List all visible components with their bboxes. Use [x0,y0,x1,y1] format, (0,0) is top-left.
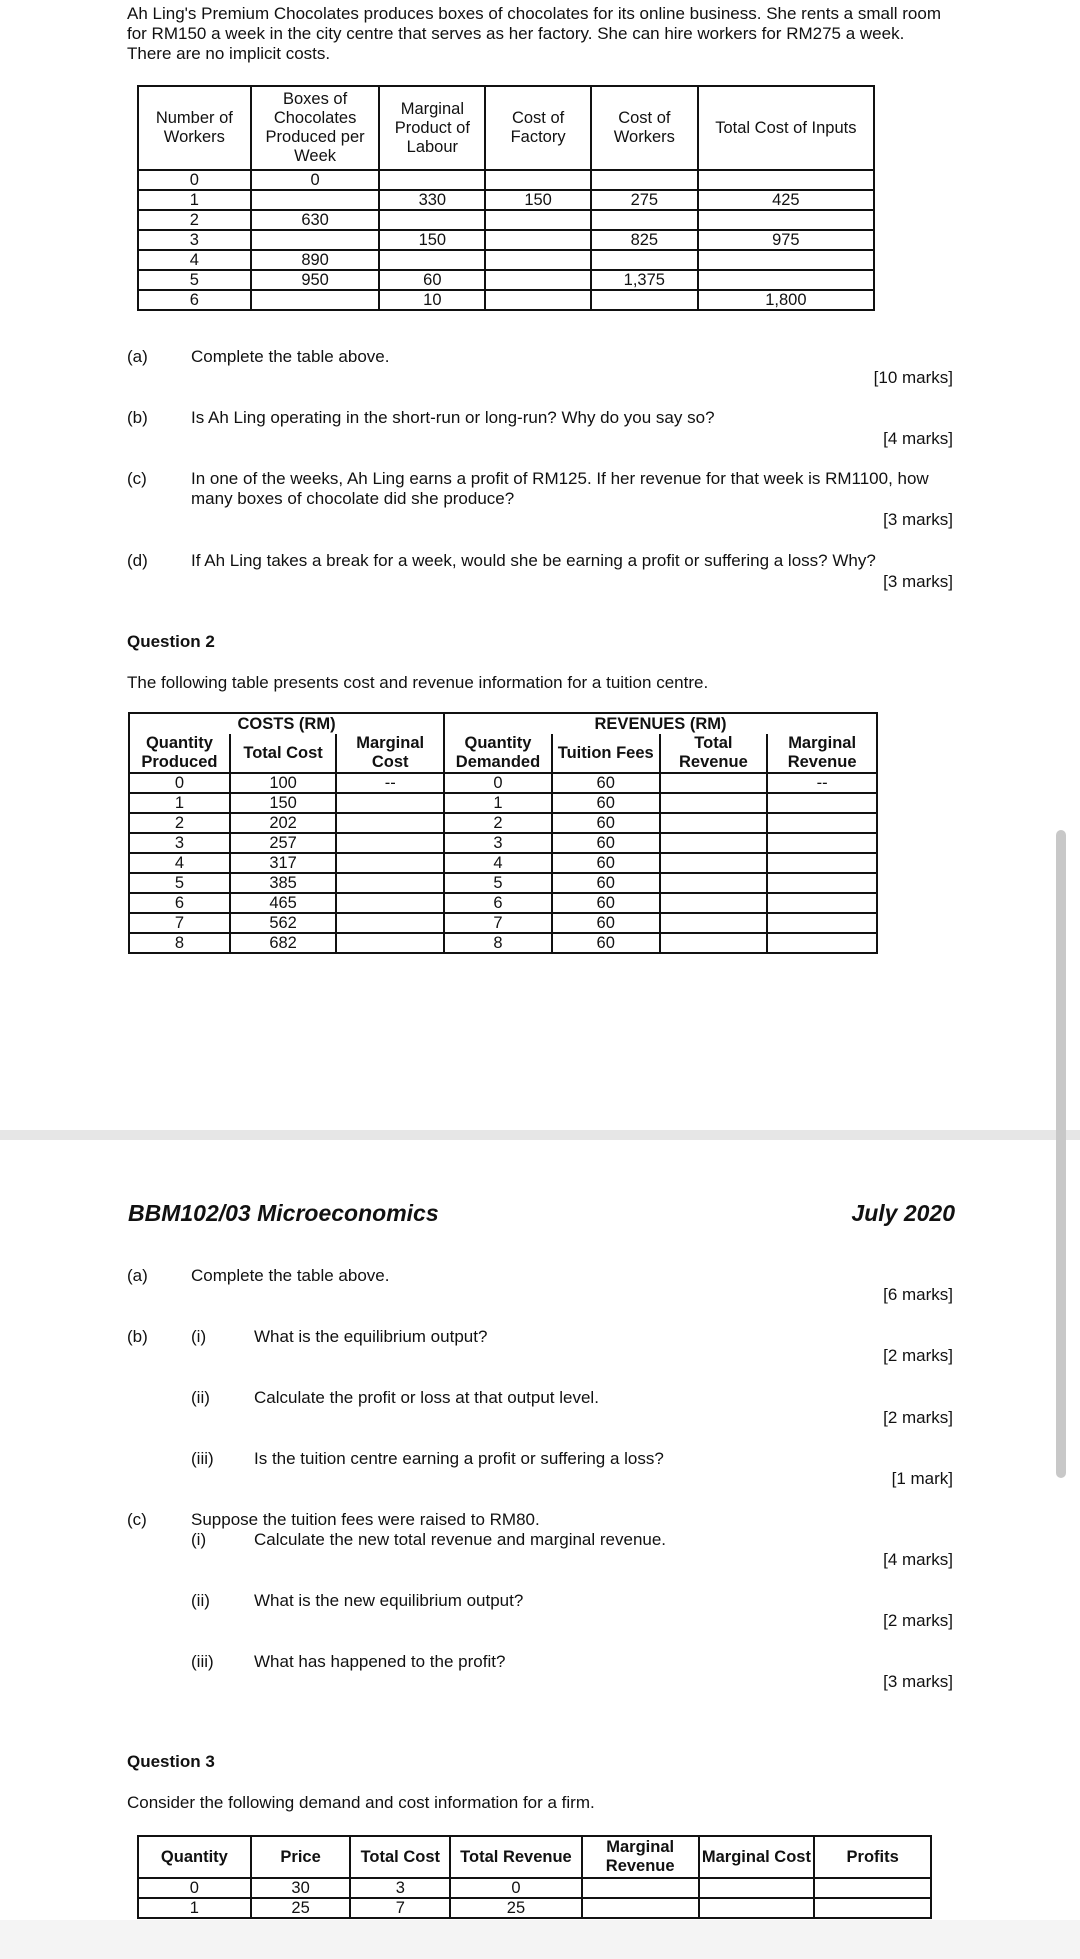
col-header: Total Revenue [450,1836,582,1878]
q2c-label: (c) [127,1510,147,1529]
q2b-label: (b) [127,1327,148,1346]
table-cell: 8 [129,933,230,953]
table-row [129,833,877,853]
table-cell: 60 [379,270,485,290]
table-cell [485,170,591,190]
table-row [138,270,874,290]
table-cell: 60 [552,833,660,853]
q1b-marks: [4 marks] [883,429,953,448]
table-cell: 6 [129,893,230,913]
q2a-label: (a) [127,1266,148,1285]
table-cell: 975 [698,230,874,250]
table-cell: 60 [552,893,660,913]
table-cell: 3 [129,833,230,853]
col-header: Quantity Demanded [444,734,552,773]
workers-table [137,85,875,311]
col-header: Total Cost [350,1836,450,1878]
q2b-i-text: What is the equilibrium output? [254,1327,488,1346]
table-cell [582,1898,699,1918]
table-cell: 60 [552,773,660,793]
table-row [138,230,874,250]
tuition-table-body [129,773,877,953]
table-row [129,793,877,813]
table-cell: 60 [552,873,660,893]
col-header: Cost of Workers [591,86,698,170]
q2b-i-marks: [2 marks] [883,1346,953,1365]
table-cell [767,853,877,873]
workers-table-body [138,170,874,310]
table-cell: 8 [444,933,552,953]
costs-group-header: COSTS (RM) [129,713,444,734]
table-cell: 257 [230,833,337,853]
table-cell [767,933,877,953]
table-cell [767,913,877,933]
table-cell [485,210,591,230]
table-cell: 6 [138,290,251,310]
question-2-intro: The following table presents cost and revenue information for a tuition centre. [127,673,709,692]
table-cell [379,250,485,270]
table-cell: 150 [485,190,591,210]
q2a-marks: [6 marks] [883,1285,953,1304]
col-header: Quantity [138,1836,251,1878]
table-cell [336,893,444,913]
table-cell: 275 [591,190,698,210]
table-row [138,190,874,210]
table-row [129,773,877,793]
table-cell: 317 [230,853,337,873]
col-header: Total Cost of Inputs [698,86,874,170]
table-cell [336,833,444,853]
q2c-i-marks: [4 marks] [883,1550,953,1569]
table-cell [485,270,591,290]
intro-paragraph: Ah Ling's Premium Chocolates produces boxes of chocolates for its online business. She rents a small room for RM150 a week in the city centre that serves as her factory. She can hire workers for RM275 a week. There are no implicit costs. [127,4,941,63]
table-cell [591,250,698,270]
table-cell: 3 [444,833,552,853]
table-cell: 60 [552,933,660,953]
table-cell: 0 [138,170,251,190]
table-row [138,1878,931,1898]
q2c-ii-marks: [2 marks] [883,1611,953,1630]
table-cell: 2 [129,813,230,833]
table-cell: 30 [251,1878,351,1898]
table-cell: 0 [450,1878,582,1898]
table-cell: 1 [129,793,230,813]
col-header: Marginal Cost [336,734,444,773]
table-cell [591,290,698,310]
q1a-marks: [10 marks] [873,368,953,387]
table-cell [767,833,877,853]
q2c-iii-num: (iii) [191,1652,214,1671]
viewport-bottom-edge [0,1920,1080,1959]
table-cell [660,793,768,813]
col-header: Marginal Product of Labour [379,86,485,170]
table-cell: 10 [379,290,485,310]
table-row [129,873,877,893]
q2c-ii-num: (ii) [191,1591,210,1610]
q1b-text: Is Ah Ling operating in the short-run or long-run? Why do you say so? [191,408,715,427]
table-cell: 425 [698,190,874,210]
table-cell [767,893,877,913]
table-cell [767,813,877,833]
table-cell: 150 [379,230,485,250]
q2a-text: Complete the table above. [191,1266,390,1285]
table-cell: 630 [251,210,380,230]
table-cell: 2 [138,210,251,230]
q1d-marks: [3 marks] [883,572,953,591]
q1b-label: (b) [127,408,148,427]
page-separator [0,1130,1080,1140]
table-cell [699,1878,815,1898]
table-cell: 1 [138,190,251,210]
q2b-ii-num: (ii) [191,1388,210,1407]
table-cell [660,833,768,853]
table-cell: 890 [251,250,380,270]
table-cell [660,933,768,953]
table-cell: 1 [444,793,552,813]
course-title: BBM102/03 Microeconomics [128,1200,439,1226]
table-cell: -- [336,773,444,793]
table-cell [660,813,768,833]
firm-table [137,1835,932,1919]
table-cell: 825 [591,230,698,250]
table-cell: 7 [444,913,552,933]
table-cell: 7 [350,1898,450,1918]
page-2 [0,1140,1080,1920]
table-cell: 682 [230,933,337,953]
table-cell: 3 [350,1878,450,1898]
col-header: Price [251,1836,351,1878]
table-cell: 1,800 [698,290,874,310]
table-row [129,933,877,953]
q2b-ii-text: Calculate the profit or loss at that output level. [254,1388,599,1407]
vertical-scrollbar[interactable] [1056,830,1066,1478]
table-row [138,210,874,230]
col-header: Boxes of Chocolates Produced per Week [251,86,380,170]
table-cell: 1,375 [591,270,698,290]
table-header-row [129,734,877,773]
table-cell: 0 [444,773,552,793]
col-header: Tuition Fees [552,734,660,773]
table-cell: 5 [129,873,230,893]
table-cell: 150 [230,793,337,813]
table-cell [336,853,444,873]
table-cell: 5 [444,873,552,893]
table-cell [336,813,444,833]
col-header: Marginal Cost [699,1836,815,1878]
q2b-ii-marks: [2 marks] [883,1408,953,1427]
q1c-text: In one of the weeks, Ah Ling earns a profit of RM125. If her revenue for that week is RM1100, how many boxes of chocolate did she produce? [191,469,929,508]
table-row [138,1898,931,1918]
q1c-label: (c) [127,469,147,488]
table-cell [660,893,768,913]
table-cell [591,210,698,230]
table-cell [814,1898,931,1918]
table-cell: 4 [444,853,552,873]
table-row [138,290,874,310]
col-header: Quantity Produced [129,734,230,773]
q2b-iii-marks: [1 mark] [891,1469,953,1488]
q1c-marks: [3 marks] [883,510,953,529]
table-cell: 100 [230,773,337,793]
q2c-i-text: Calculate the new total revenue and marginal revenue. [254,1530,667,1549]
table-cell [336,793,444,813]
table-cell: 465 [230,893,337,913]
col-header: Total Revenue [660,734,768,773]
table-cell [485,290,591,310]
q2c-iii-text: What has happened to the profit? [254,1652,506,1671]
table-cell: 3 [138,230,251,250]
table-cell: 1 [138,1898,251,1918]
table-row [129,853,877,873]
table-row [129,813,877,833]
table-group-row [129,713,877,734]
table-cell [251,290,380,310]
table-cell: 202 [230,813,337,833]
table-header-row [138,1836,931,1878]
question-3-intro: Consider the following demand and cost information for a firm. [127,1793,595,1812]
table-cell: 0 [129,773,230,793]
table-row [129,913,877,933]
table-cell [379,210,485,230]
table-cell [660,913,768,933]
q2c-i-num: (i) [191,1530,207,1549]
q1d-text: If Ah Ling takes a break for a week, would she be earning a profit or suffering a loss? Why? [191,551,876,570]
table-cell [767,873,877,893]
table-row [138,250,874,270]
table-cell: 0 [138,1878,251,1898]
table-cell [336,913,444,933]
question-3-heading: Question 3 [127,1752,215,1771]
table-cell: 4 [129,853,230,873]
table-header-row [138,86,874,170]
table-cell: 25 [450,1898,582,1918]
table-cell [767,793,877,813]
tuition-table [128,712,878,954]
table-cell [660,853,768,873]
table-cell [698,170,874,190]
table-cell [660,773,768,793]
table-cell: 60 [552,793,660,813]
q1d-label: (d) [127,551,148,570]
table-cell: 60 [552,853,660,873]
table-cell [591,170,698,190]
q2c-text: Suppose the tuition fees were raised to RM80. [191,1510,540,1529]
table-cell: 950 [251,270,380,290]
table-cell [336,873,444,893]
table-cell [698,250,874,270]
table-cell [251,190,380,210]
q2b-i-num: (i) [191,1327,207,1346]
question-2-heading: Question 2 [127,632,215,651]
q1a-label: (a) [127,347,148,366]
revenues-group-header: REVENUES (RM) [444,713,877,734]
table-cell [660,873,768,893]
table-cell [485,230,591,250]
table-cell: 60 [552,813,660,833]
table-cell [698,270,874,290]
table-cell: 7 [129,913,230,933]
table-row [138,170,874,190]
table-cell: 6 [444,893,552,913]
table-cell [379,170,485,190]
q2b-iii-text: Is the tuition centre earning a profit or suffering a loss? [254,1449,664,1468]
table-cell: 25 [251,1898,351,1918]
table-cell [336,933,444,953]
q2b-iii-num: (iii) [191,1449,214,1468]
table-row [129,893,877,913]
col-header: Total Cost [230,734,337,773]
table-cell: 60 [552,913,660,933]
table-cell: 4 [138,250,251,270]
table-cell [814,1878,931,1898]
table-cell [485,250,591,270]
q2c-ii-text: What is the new equilibrium output? [254,1591,524,1610]
table-cell [251,230,380,250]
table-cell: 2 [444,813,552,833]
table-cell: -- [767,773,877,793]
table-cell [698,210,874,230]
q2c-iii-marks: [3 marks] [883,1672,953,1691]
table-cell: 385 [230,873,337,893]
table-cell: 330 [379,190,485,210]
table-cell: 0 [251,170,380,190]
col-header: Cost of Factory [485,86,591,170]
col-header: Profits [814,1836,931,1878]
table-cell: 562 [230,913,337,933]
col-header: Marginal Revenue [767,734,877,773]
firm-table-body [138,1878,931,1918]
exam-date: July 2020 [851,1200,955,1226]
table-cell: 5 [138,270,251,290]
table-cell [699,1898,815,1918]
col-header: Marginal Revenue [582,1836,699,1878]
q1a-text: Complete the table above. [191,347,390,366]
table-cell [582,1878,699,1898]
col-header: Number of Workers [138,86,251,170]
